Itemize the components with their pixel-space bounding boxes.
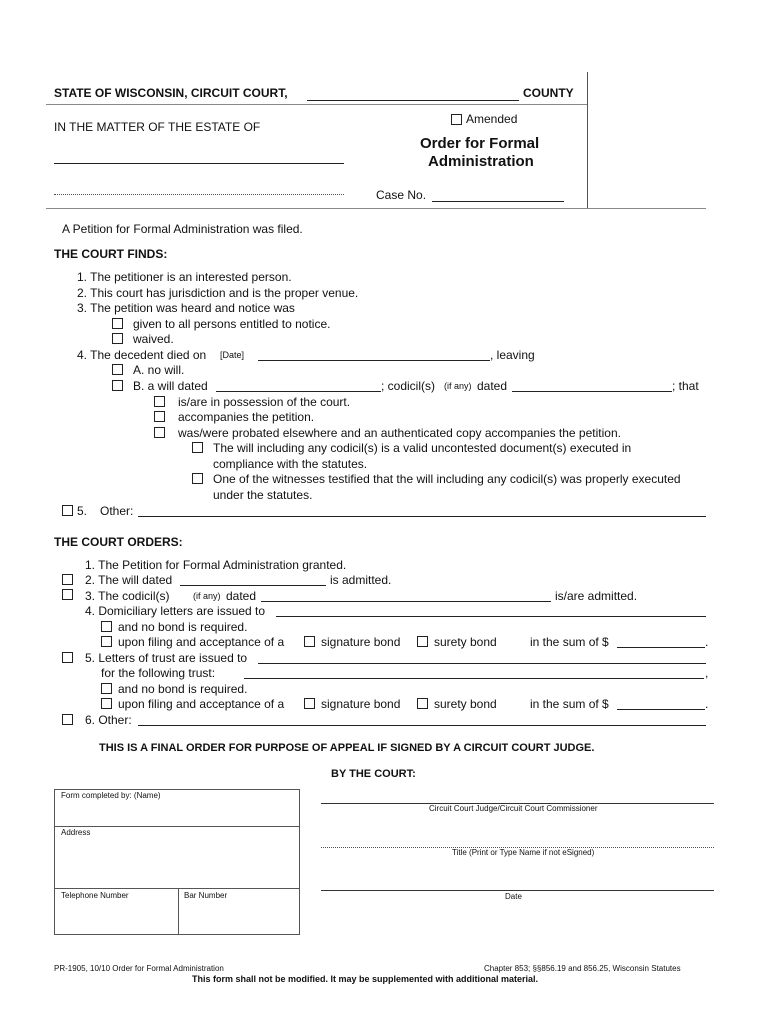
notice-waived-label: waived. [133, 332, 174, 346]
letters-of-trust-line[interactable] [258, 663, 706, 664]
dom-signature-bond-label: signature bond [321, 635, 401, 649]
dom-signature-bond-checkbox[interactable] [304, 636, 315, 647]
is-admitted-label: is admitted. [330, 573, 392, 587]
modification-notice: This form shall not be modified. It may be supplemented with additional material. [192, 974, 539, 984]
trust-sum-label: in the sum of $ [530, 697, 609, 711]
court-finds-heading: THE COURT FINDS: [54, 247, 168, 261]
trust-signature-bond-checkbox[interactable] [304, 698, 315, 709]
notice-waived-checkbox[interactable] [112, 333, 123, 344]
petition-filed-text: A Petition for Formal Administration was filed. [62, 222, 303, 236]
dom-surety-bond-checkbox[interactable] [417, 636, 428, 647]
amended-checkbox[interactable] [451, 114, 462, 125]
no-will-label: A. no will. [133, 363, 185, 377]
trust-sum-line[interactable] [617, 709, 705, 710]
header-bottom-rule [46, 208, 706, 209]
trust-no-bond-label: and no bond is required. [118, 682, 248, 696]
witness-testified-label-2: under the statutes. [213, 488, 313, 502]
will-admitted-date-line[interactable] [180, 585, 326, 586]
finding-5-other-line[interactable] [138, 516, 706, 517]
notice-given-checkbox[interactable] [112, 318, 123, 329]
if-any-hint-2: (if any) [193, 591, 221, 601]
no-will-checkbox[interactable] [112, 364, 123, 375]
completed-by-label: Form completed by: (Name) [61, 791, 161, 800]
signature-date-line[interactable] [321, 890, 714, 891]
form-title-line-1: Order for Formal [420, 135, 540, 152]
codicil-date-line[interactable] [512, 391, 672, 392]
valid-uncontested-label-1: The will including any codicil(s) is a valid uncontested document(s) executed in [213, 441, 632, 455]
probated-elsewhere-checkbox[interactable] [154, 427, 165, 438]
form-title-line-2: Administration [428, 153, 534, 170]
telephone-label: Telephone Number [61, 891, 129, 900]
finding-5-number: 5. [77, 504, 88, 518]
county-label: COUNTY [523, 86, 574, 100]
trust-sum-period: . [705, 697, 709, 711]
final-order-notice: THIS IS A FINAL ORDER FOR PURPOSE OF APPEAL IF SIGNED BY A CIRCUIT COURT JUDGE. [99, 742, 595, 754]
by-the-court-label: BY THE COURT: [331, 768, 416, 780]
date-hint: [Date] [220, 350, 245, 360]
judge-line-label: Circuit Court Judge/Circuit Court Commissioner [429, 804, 598, 813]
order-2-label: 2. The will dated [85, 573, 173, 587]
order-5-label: 5. Letters of trust are issued to [85, 651, 248, 665]
form-id: PR-1905, 10/10 Order for Formal Administration [54, 964, 224, 973]
finding-5-checkbox[interactable] [62, 505, 73, 516]
decedent-name-line-2[interactable] [54, 194, 344, 195]
court-orders-heading: THE COURT ORDERS: [54, 535, 183, 549]
date-of-death-line[interactable] [258, 360, 490, 361]
order-1: 1. The Petition for Formal Administration granted. [85, 558, 347, 572]
date-line-label: Date [505, 892, 522, 901]
trust-signature-bond-label: signature bond [321, 697, 401, 711]
accompanies-checkbox[interactable] [154, 411, 165, 422]
dom-upon-filing-label: upon filing and acceptance of a [118, 635, 285, 649]
will-date-line[interactable] [216, 391, 381, 392]
box-divider-1 [54, 826, 300, 827]
court-heading: STATE OF WISCONSIN, CIRCUIT COURT, [54, 86, 288, 100]
estate-of-label: IN THE MATTER OF THE ESTATE OF [54, 120, 261, 134]
are-admitted-label: is/are admitted. [555, 589, 638, 603]
order-6-checkbox[interactable] [62, 714, 73, 725]
dom-sum-line[interactable] [617, 647, 705, 648]
order-3-dated-label: dated [226, 589, 257, 603]
that-label: ; that [672, 379, 699, 393]
trust-upon-filing-checkbox[interactable] [101, 698, 112, 709]
codicil-dated-label: dated [477, 379, 508, 393]
finding-5-other-label: Other: [100, 504, 134, 518]
finding-1: 1. The petitioner is an interested person. [77, 270, 292, 284]
domiciliary-letters-line[interactable] [276, 616, 706, 617]
notice-given-label: given to all persons entitled to notice. [133, 317, 331, 331]
county-name-line[interactable] [307, 100, 519, 101]
order-3-checkbox[interactable] [62, 589, 73, 600]
dom-surety-bond-label: surety bond [434, 635, 497, 649]
bar-number-label: Bar Number [184, 891, 228, 900]
case-no-line[interactable] [432, 201, 564, 202]
if-any-hint-1: (if any) [444, 381, 472, 391]
decedent-name-line-1[interactable] [54, 163, 344, 164]
case-no-label: Case No. [376, 188, 427, 202]
finding-2: 2. This court has jurisdiction and is the proper venue. [77, 286, 359, 300]
valid-uncontested-label-2: compliance with the statutes. [213, 457, 368, 471]
trust-no-bond-checkbox[interactable] [101, 683, 112, 694]
in-possession-checkbox[interactable] [154, 396, 165, 407]
probated-elsewhere-label: was/were probated elsewhere and an authenticated copy accompanies the petition. [178, 426, 621, 440]
trust-name-line[interactable] [244, 678, 704, 679]
accompanies-label: accompanies the petition. [178, 410, 315, 424]
dom-no-bond-label: and no bond is required. [118, 620, 248, 634]
valid-uncontested-checkbox[interactable] [192, 442, 203, 453]
will-dated-label: B. a will dated [133, 379, 208, 393]
address-label: Address [61, 828, 91, 837]
order-2-checkbox[interactable] [62, 574, 73, 585]
dom-sum-period: . [705, 635, 709, 649]
header-rule [46, 104, 587, 105]
dom-upon-filing-checkbox[interactable] [101, 636, 112, 647]
trust-surety-bond-label: surety bond [434, 697, 497, 711]
codicil-admitted-date-line[interactable] [261, 601, 551, 602]
codicil-label: ; codicil(s) [381, 379, 436, 393]
will-dated-checkbox[interactable] [112, 380, 123, 391]
in-possession-label: is/are in possession of the court. [178, 395, 351, 409]
box-divider-2 [54, 888, 300, 889]
order-3-label: 3. The codicil(s) [85, 589, 170, 603]
leaving-label: , leaving [490, 348, 535, 362]
dom-sum-label: in the sum of $ [530, 635, 609, 649]
order-4-label: 4. Domiciliary letters are issued to [85, 604, 266, 618]
witness-testified-checkbox[interactable] [192, 473, 203, 484]
order-6-other-line[interactable] [138, 725, 706, 726]
witness-testified-label-1: One of the witnesses testified that the will including any codicil(s) was properly executed [213, 472, 681, 486]
finding-4-label: 4. The decedent died on [77, 348, 207, 362]
trust-upon-filing-label: upon filing and acceptance of a [118, 697, 285, 711]
title-line-label: Title (Print or Type Name if not eSigned) [452, 848, 595, 857]
form-completed-by-box [54, 789, 300, 935]
statutes-reference: Chapter 853; §§856.19 and 856.25, Wisconsin Statutes [484, 964, 681, 973]
header-divider [587, 72, 588, 208]
finding-3: 3. The petition was heard and notice was [77, 301, 295, 315]
dom-no-bond-checkbox[interactable] [101, 621, 112, 632]
trust-surety-bond-checkbox[interactable] [417, 698, 428, 709]
order-6-label: 6. Other: [85, 713, 132, 727]
following-trust-label: for the following trust: [101, 666, 216, 680]
trust-comma: , [705, 666, 709, 680]
box-divider-vertical [178, 888, 179, 935]
order-5-checkbox[interactable] [62, 652, 73, 663]
amended-label: Amended [466, 112, 518, 126]
